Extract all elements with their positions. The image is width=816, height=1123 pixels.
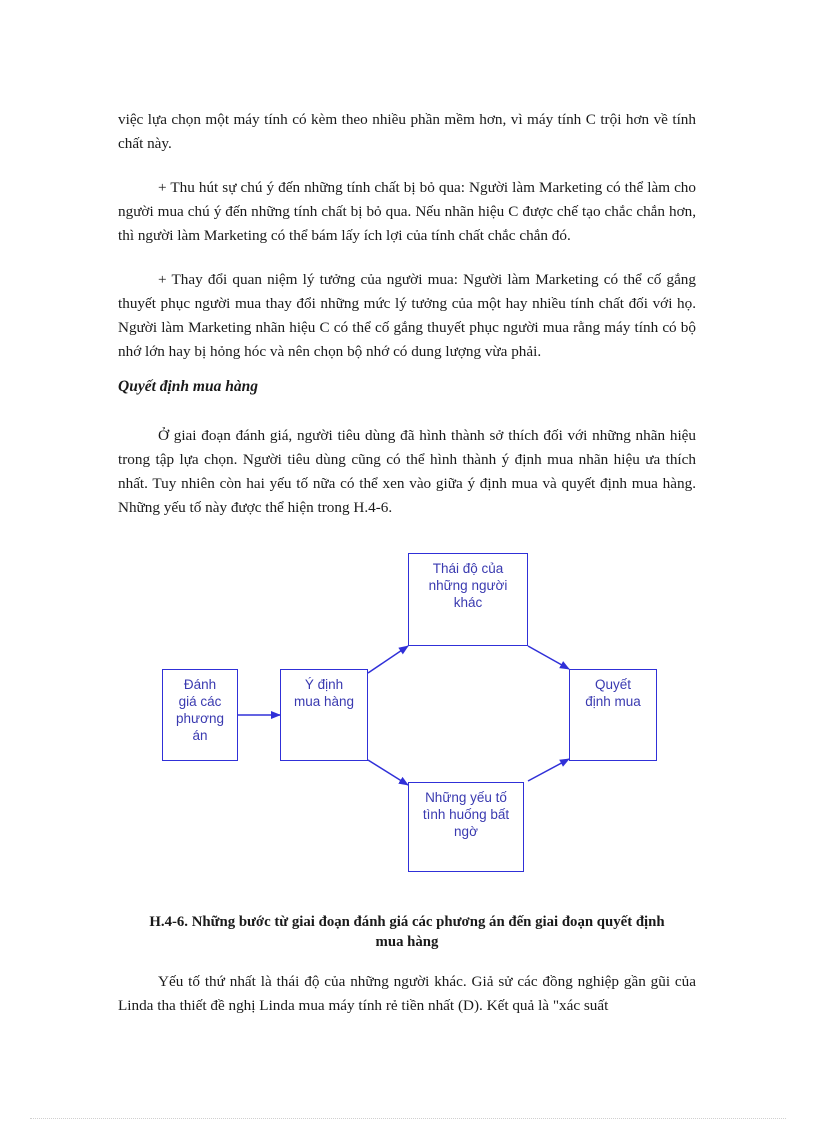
box-evaluate-line-4: án — [192, 728, 208, 743]
box-decision-line-1: Quyết — [594, 677, 631, 692]
box-intention-line-2: mua hàng — [293, 694, 355, 709]
box-unexpected-line-2: tình huống bất — [422, 807, 510, 822]
arrow-unexpected-to-decision — [528, 759, 569, 781]
box-unexpected-factors — [408, 782, 524, 872]
box-attitude-line-3: khác — [453, 595, 483, 610]
paragraph-5: Yếu tố thứ nhất là thái độ của những người khác. Giả sử các đồng nghiệp gần gũi của Linda tha thiết đề nghị Linda mua máy tính rẻ tiền nhất (D). Kết quả là "xác suất — [118, 973, 696, 1014]
arrow-intention-to-unexpected — [368, 760, 408, 785]
paragraph-3: + Thay đổi quan niệm lý tưởng của người mua: Người làm Marketing có thể cố gắng thuyết phục người mua thay đổi những mức lý tưởng của một hay nhiều tính chất đối với họ. Người làm Marketing nhãn hiệu C có thể cố gắng thuyết phục người mua rằng máy tính có bộ nhớ lớn hay bị hỏng hóc và nên chọn bộ nhớ có dung lượng vừa phải. — [118, 271, 696, 360]
box-attitude-line-2: những người — [428, 578, 508, 593]
box-evaluate-line-1: Đánh — [183, 677, 217, 692]
caption-line-2: mua hàng — [375, 934, 439, 950]
caption-line-1: H.4-6. Những bước từ giai đoạn đánh giá các phương án đến giai đoạn quyết định — [149, 914, 665, 930]
box-unexpected-line-3: ngờ — [454, 824, 478, 839]
figure-caption — [118, 912, 696, 952]
box-purchase-intention — [280, 669, 368, 761]
section-heading: Quyết định mua hàng — [118, 378, 258, 395]
purchase-decision-diagram — [150, 545, 670, 880]
paragraph-4: Ở giai đoạn đánh giá, người tiêu dùng đã hình thành sở thích đối với những nhãn hiệu trong tập lựa chọn. Người tiêu dùng cũng có thể hình thành ý định mua nhãn hiệu ưa thích nhất. Tuy nhiên còn hai yếu tố nữa có thể xen vào giữa ý định mua và quyết định mua hàng. Những yếu tố này được thể hiện trong H.4-6. — [118, 427, 696, 516]
box-intention-line-1: Ý định — [304, 677, 344, 692]
paragraph-2: + Thu hút sự chú ý đến những tính chất bị bỏ qua: Người làm Marketing có thể làm cho người mua chú ý đến những tính chất bị bỏ qua. Nếu nhãn hiệu C được chế tạo chắc chắn hơn, thì người làm Marketing có thể bám lấy ích lợi của tính chất chắc chắn đó. — [118, 179, 696, 244]
box-purchase-decision — [569, 669, 657, 761]
page-bottom-divider — [30, 1118, 786, 1119]
box-attitude-of-others — [408, 553, 528, 646]
box-unexpected-line-1: Những yếu tố — [425, 790, 507, 805]
box-evaluate-line-3: phương — [176, 711, 224, 726]
arrow-attitude-to-decision — [528, 646, 569, 669]
paragraph-1: việc lựa chọn một máy tính có kèm theo nhiều phần mềm hơn, vì máy tính C trội hơn về tính chất này. — [118, 111, 696, 152]
box-evaluate-alternatives — [162, 669, 238, 761]
arrow-intention-to-attitude — [368, 646, 408, 673]
box-attitude-line-1: Thái độ của — [432, 561, 504, 576]
box-decision-line-2: định mua — [585, 694, 641, 709]
box-evaluate-line-2: giá các — [178, 694, 222, 709]
